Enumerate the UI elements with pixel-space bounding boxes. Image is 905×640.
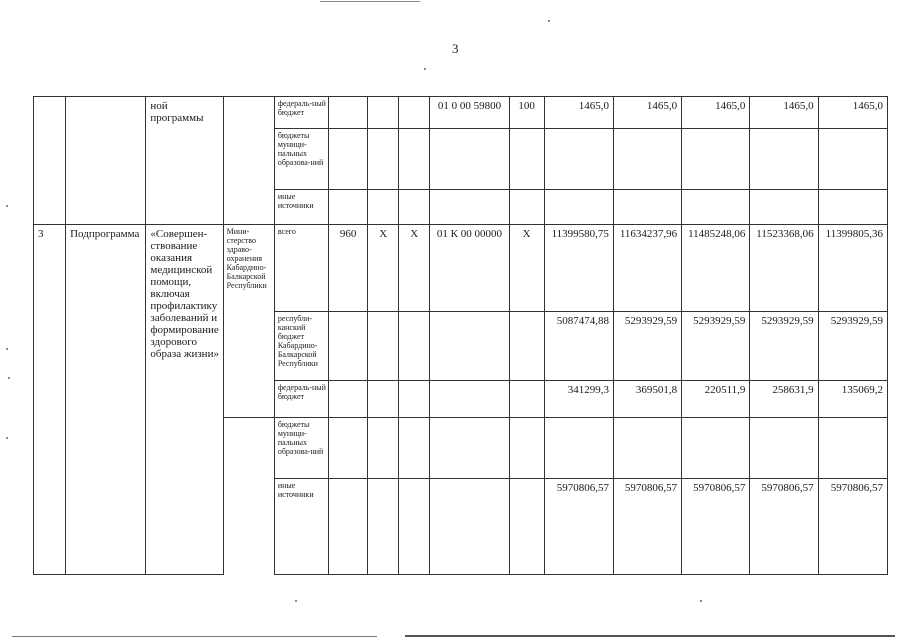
value-cell: 11485248,06	[682, 225, 750, 312]
rz-cell	[368, 97, 399, 129]
pr-cell	[399, 97, 430, 129]
value-cell: 5293929,59	[750, 312, 818, 381]
table-row	[34, 225, 888, 312]
executor-cell: Мини-стерство здраво-охранения Кабардино-Балкарской Республики	[223, 225, 274, 418]
row-number-cell: 3	[34, 225, 66, 575]
funding-source-label: бюджеты муници-пальных образова-ний	[274, 418, 328, 479]
scan-speck	[548, 20, 550, 22]
value-cell: 5970806,57	[544, 479, 613, 575]
value-cell: 5293929,59	[818, 312, 887, 381]
scan-edge-bottom-left	[12, 636, 377, 637]
scan-speck	[6, 437, 8, 439]
value-cell: 11399580,75	[544, 225, 613, 312]
value-cell: 5970806,57	[818, 479, 887, 575]
funding-source-label: иные источники	[274, 190, 328, 225]
scan-edge-bottom-right	[405, 635, 895, 637]
program-name-cell: ной программы	[146, 97, 223, 225]
value-cell: 135069,2	[818, 381, 887, 418]
value-cell: 5293929,59	[682, 312, 750, 381]
funding-source-label: иные источники	[274, 479, 328, 575]
funding-source-label: бюджеты муници-пальных образова-ний	[274, 129, 328, 190]
value-cell: 1465,0	[818, 97, 887, 129]
table-row	[34, 97, 888, 129]
value-cell: 5970806,57	[613, 479, 681, 575]
value-cell: 1465,0	[544, 97, 613, 129]
rz-cell: Х	[368, 225, 399, 312]
value-cell: 11523368,06	[750, 225, 818, 312]
executor-cell-empty	[223, 418, 274, 575]
value-cell: 11399805,36	[818, 225, 887, 312]
funding-source-label: всего	[274, 225, 328, 312]
grbs-cell: 960	[329, 225, 368, 312]
value-cell: 5087474,88	[544, 312, 613, 381]
scan-speck	[6, 348, 8, 350]
row-number-cell	[34, 97, 66, 225]
value-cell: 369501,8	[613, 381, 681, 418]
pr-cell: Х	[399, 225, 430, 312]
scan-edge-top	[320, 1, 420, 2]
funding-source-label: республи-канский бюджет Кабардино-Балкарской Республики	[274, 312, 328, 381]
kcsr-cell: 01 0 00 59800	[430, 97, 509, 129]
value-cell: 1465,0	[613, 97, 681, 129]
value-cell: 341299,3	[544, 381, 613, 418]
value-cell: 220511,9	[682, 381, 750, 418]
funding-source-label: федераль-ный бюджет	[274, 97, 328, 129]
scan-speck	[424, 68, 426, 70]
value-cell: 258631,9	[750, 381, 818, 418]
kvr-cell: Х	[509, 225, 544, 312]
executor-cell	[223, 97, 274, 225]
budget-table	[33, 96, 888, 575]
value-cell: 1465,0	[682, 97, 750, 129]
value-cell: 5293929,59	[613, 312, 681, 381]
scan-speck	[8, 377, 10, 379]
scan-speck	[6, 205, 8, 207]
status-cell: Подпрограмма	[66, 225, 146, 575]
value-cell: 1465,0	[750, 97, 818, 129]
scan-speck	[295, 600, 297, 602]
value-cell: 11634237,96	[613, 225, 681, 312]
value-cell: 5970806,57	[750, 479, 818, 575]
status-cell	[66, 97, 146, 225]
value-cell: 5970806,57	[682, 479, 750, 575]
grbs-cell	[329, 97, 368, 129]
kvr-cell: 100	[509, 97, 544, 129]
page-number: 3	[452, 41, 459, 56]
kcsr-cell: 01 К 00 00000	[430, 225, 509, 312]
scan-speck	[700, 600, 702, 602]
subprogram-name-cell: «Совершен-ствование оказания медицинской помощи, включая профилактику заболеваний и формирование здорового образа жизни»	[146, 225, 223, 575]
funding-source-label: федераль-ный бюджет	[274, 381, 328, 418]
